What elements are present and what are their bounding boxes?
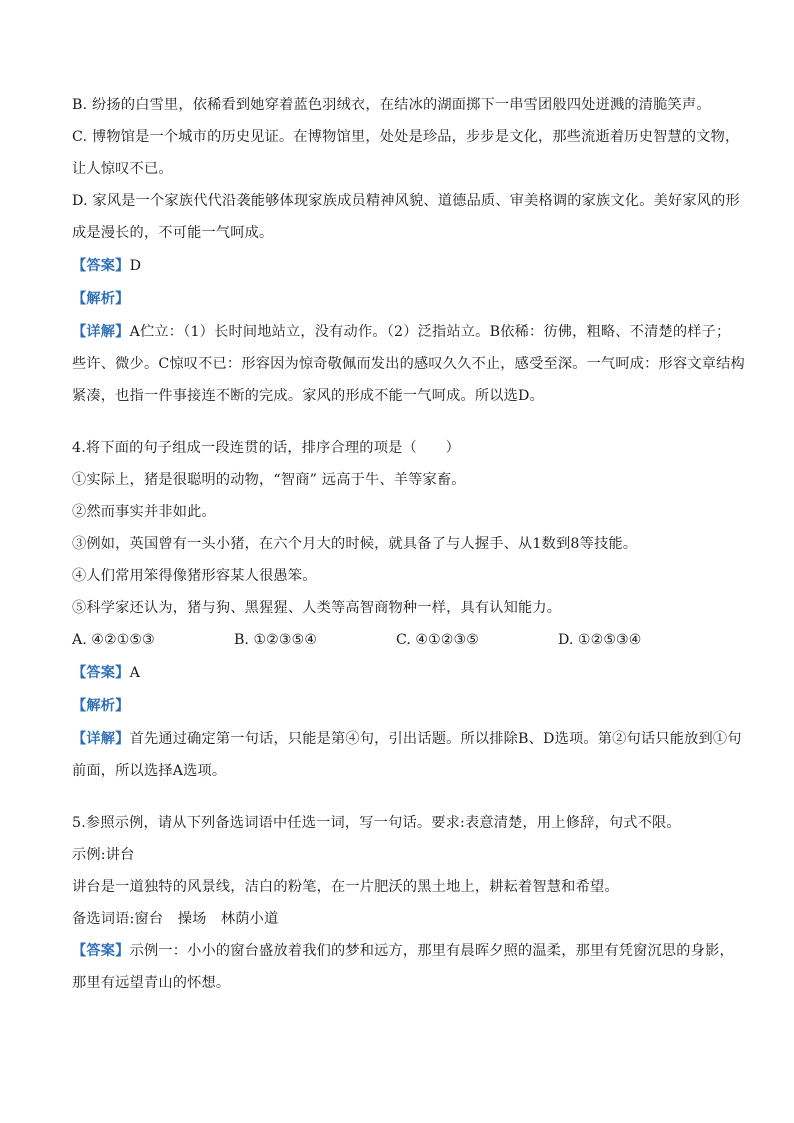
detail-tag: 【详解】 <box>72 731 130 747</box>
q5-answer-line1 <box>72 941 734 961</box>
q4-stem: 4.将下面的句子组成一段连贯的话，排序合理的项是（ ） <box>72 440 461 456</box>
q4-analysis <box>72 696 722 716</box>
q3-detail-line2: 些许、微少。C惊叹不已：形容因为惊奇敬佩而发出的感叹久久不止，感受至深。一气呵成：形容文章结构 <box>72 356 745 372</box>
q3-option-c-line2: 让人惊叹不已。 <box>72 161 173 177</box>
detail-tag: 【详解】 <box>72 324 130 340</box>
q5-stem: 5.参照示例，请从下列备选词语中任选一词，写一句话。要求:表意清楚，用上修辞，句式不限。 <box>72 815 681 831</box>
answer-text: 示例一：小小的窗台盛放着我们的梦和远方，那里有晨晖夕照的温柔，那里有凭窗沉思的身影， <box>129 943 734 959</box>
q3-option-b: B. 纷扬的白雪里，依稀看到她穿着蓝色羽绒衣，在结冰的湖面掷下一串雪团般四处迸溅的清脆笑声。 <box>72 97 711 113</box>
q5-example-label: 示例:讲台 <box>72 847 135 863</box>
q4-option-b: B. ①②③⑤④ <box>234 632 318 648</box>
answer-tag: 【答案】 <box>72 943 130 959</box>
analysis-tag: 【解析】 <box>72 698 130 714</box>
q4-option-c: C. ④①②③⑤ <box>396 632 479 648</box>
q5-candidates: 备选词语:窗台 操场 林荫小道 <box>72 911 279 927</box>
q3-detail-line1 <box>72 322 731 342</box>
detail-text: A伫立：（1）长时间地站立，没有动作。（2）泛指站立。B依稀：彷佛，粗略、不清楚的样子； <box>129 324 731 340</box>
answer-tag: 【答案】 <box>72 258 130 274</box>
detail-text: 首先通过确定第一句话，只能是第④句，引出话题。所以排除B、D选项。第②句话只能放到①句 <box>129 731 742 747</box>
q3-detail-line3: 紧凑，也指一件事接连不断的完成。家风的形成不能一气呵成。所以选D。 <box>72 388 544 404</box>
q4-option-a: A. ④②①⑤③ <box>72 632 155 648</box>
q4-sentence-5: ⑤科学家还认为，猪与狗、黑猩猩、人类等高智商物种一样，具有认知能力。 <box>72 600 562 616</box>
q5-answer-line2: 那里有远望青山的怀想。 <box>72 975 231 991</box>
q5-example-sentence: 讲台是一道独特的风景线，洁白的粉笔，在一片肥沃的黑土地上，耕耘着智慧和希望。 <box>72 879 619 895</box>
q4-sentence-1: ①实际上，猪是很聪明的动物，“智商” 远高于牛、羊等家畜。 <box>72 472 466 488</box>
q4-detail-line1 <box>72 729 742 749</box>
q3-answer <box>72 256 722 276</box>
q3-option-d-line2: 成是漫长的，不可能一气呵成。 <box>72 225 274 241</box>
analysis-tag: 【解析】 <box>72 291 130 307</box>
q4-sentence-4: ④人们常用笨得像猪形容某人很愚笨。 <box>72 568 317 584</box>
q4-detail-line2: 前面，所以选择A选项。 <box>72 763 227 779</box>
document-page <box>72 95 745 993</box>
answer-tag: 【答案】 <box>72 665 130 681</box>
q4-answer <box>72 663 722 683</box>
answer-value: A <box>129 665 141 681</box>
q4-sentence-3: ③例如，英国曾有一头小猪，在六个月大的时候，就具备了与人握手、从1数到8等技能。 <box>72 536 638 552</box>
q3-option-d-line1: D. 家风是一个家族代代沿袭能够体现家族成员精神风貌、道德品质、审美格调的家族文化。美好家风的形 <box>72 193 740 209</box>
q4-option-d: D. ①②⑤③④ <box>558 632 642 648</box>
q3-analysis <box>72 289 722 309</box>
answer-value: D <box>129 258 142 274</box>
q3-option-c-line1: C. 博物馆是一个城市的历史见证。在博物馆里，处处是珍品，步步是文化，那些流逝着历史智慧的文物， <box>72 129 740 145</box>
q4-options <box>72 630 722 650</box>
q4-sentence-2: ②然而事实并非如此。 <box>72 504 216 520</box>
